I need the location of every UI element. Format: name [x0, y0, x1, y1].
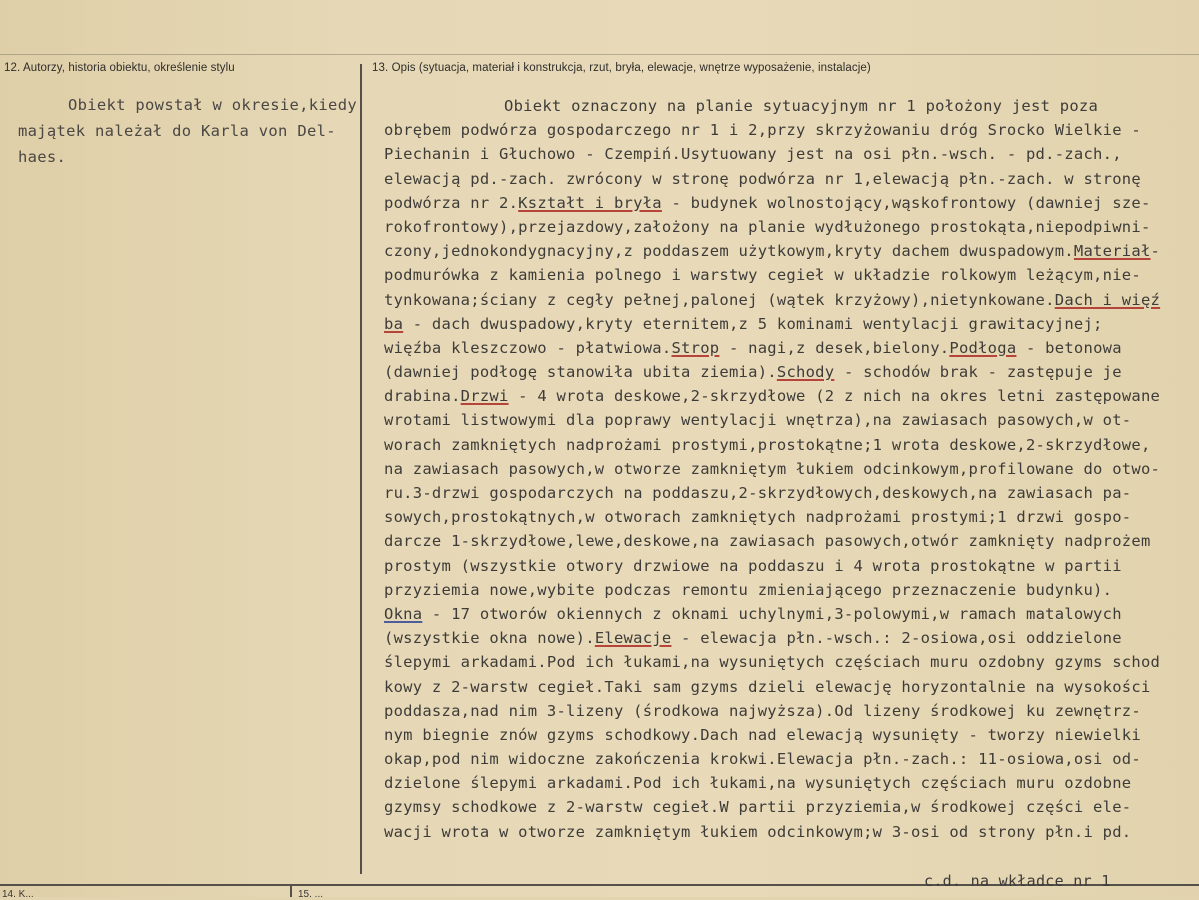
description-text-run: - nagi,z desek,bielony.	[719, 338, 950, 357]
description-text-run: elewacją pd.-zach. zwrócony w stronę podwórza nr 1,elewacją płn.-zach. w stronę	[384, 169, 1141, 188]
description-text-run: na zawiasach pasowych,w otworze zamkniętym łukiem odcinkowym,profilowane do otwo-	[384, 459, 1161, 478]
description-text-run: podwórza nr 2.	[384, 193, 519, 212]
description-text-run: - schodów brak - zastępuje je	[834, 363, 1122, 382]
right-section-header: 13. Opis (sytuacja, materiał i konstrukcja, rzut, bryła, elewacje, wnętrze wyposażenie, instalacje)	[372, 62, 871, 74]
underlined-heading: Schody	[776, 363, 835, 382]
description-text-run: przyziemia nowe,wybite podczas remontu zmieniającego przeznaczenie budynku).	[384, 580, 1113, 599]
description-text-run: Piechanin i Głuchowo - Czempiń.Usytuowany jest na osi płn.-wsch. - pd.-zach.,	[384, 145, 1122, 164]
continuation-note: c.d. na wkładce nr 1	[924, 872, 1111, 890]
description-text	[384, 94, 1199, 844]
description-line	[384, 481, 1199, 505]
description-text-run: dzielone ślepymi arkadami.Pod ich łukami,na wysuniętych częściach muru ozdobne	[384, 774, 1132, 793]
description-line	[384, 505, 1199, 529]
description-text-run: - dach dwuspadowy,kryty eternitem,z 5 kominami wentylacji grawitacyjnej;	[403, 314, 1103, 333]
description-text-run: gzymsy schodkowe z 2-warstw cegieł.W partii przyziemia,w środkowej części ele-	[384, 798, 1132, 817]
footer-divider	[290, 886, 292, 897]
description-line	[384, 626, 1199, 650]
description-line	[384, 239, 1199, 263]
description-line	[384, 408, 1199, 432]
underlined-heading: Drzwi	[460, 387, 509, 406]
description-text-run: darcze 1-skrzydłowe,lewe,deskowe,na zawiasach pasowych,otwór zamknięty nadprożem	[384, 532, 1151, 551]
description-line	[384, 747, 1199, 771]
underlined-heading: Materiał	[1073, 242, 1151, 261]
underlined-heading: Strop	[671, 338, 720, 357]
description-line	[384, 602, 1199, 626]
description-text-run: - betonowa	[1016, 338, 1122, 357]
description-text-run: podmurówka z kamienia polnego i warstwy cegieł w układzie rolkowym leżącym,nie-	[384, 266, 1141, 285]
description-line	[384, 94, 1199, 118]
description-line	[384, 699, 1199, 723]
description-text-run: poddasza,nad nim 3-lizeny (środkowa najwyższa).Od lizeny środkowej ku zewnętrz-	[384, 701, 1141, 720]
underlined-heading: Okna	[384, 604, 423, 623]
description-line	[384, 457, 1199, 481]
history-line: haes.	[18, 148, 67, 166]
underlined-heading: ba	[384, 314, 404, 333]
description-text-run: okap,pod nim widoczne zakończenia krokwi.Elewacja płn.-zach.: 11-osiowa,osi od-	[384, 750, 1141, 769]
description-line	[384, 723, 1199, 747]
description-line	[384, 820, 1199, 844]
description-line	[384, 529, 1199, 553]
description-line	[384, 554, 1199, 578]
description-text-run: ślepymi arkadami.Pod ich łukami,na wysuniętych częściach muru ozdobny gzyms schod	[384, 653, 1161, 672]
description-line	[384, 578, 1199, 602]
description-line	[384, 142, 1199, 166]
description-text-run: sowych,prostokątnych,w otworach zamkniętych nadprożami prostymi;1 drzwi gospo-	[384, 508, 1132, 527]
description-text-run: Obiekt oznaczony na planie sytuacyjnym nr 1 położony jest poza	[504, 97, 1099, 115]
description-text-run: drabina.	[384, 387, 461, 406]
history-line: Obiekt powstał w okresie,kiedy	[68, 96, 357, 114]
underlined-heading: Dach i więź	[1054, 290, 1161, 309]
description-line	[384, 771, 1199, 795]
description-line	[384, 215, 1199, 239]
description-text-run: - 4 wrota deskowe,2-skrzydłowe (2 z nich na okres letni zastępowane	[508, 387, 1161, 406]
top-rule	[0, 54, 1199, 55]
description-text-run: czony,jednokondygnacyjny,z poddaszem użytkowym,kryty dachem dwuspadowym.	[384, 242, 1074, 261]
description-text-run: rokofrontowy),przejazdowy,założony na planie wydłużonego prostokąta,niepodpiwni-	[384, 217, 1151, 236]
description-text-run: worach zamkniętych nadprożami prostymi,prostokątne;1 wrota deskowe,2-skrzydłowe,	[384, 435, 1151, 454]
description-text-run: kowy z 2-warstw cegieł.Taki sam gzyms dzieli elewację horyzontalnie na wysokości	[384, 677, 1151, 696]
column-divider	[360, 64, 362, 874]
description-line	[384, 433, 1199, 457]
description-text-run: - elewacja płn.-wsch.: 2-osiowa,osi oddzielone	[671, 629, 1122, 648]
description-text-run: (dawniej podłogę stanowiła ubita ziemia).	[384, 363, 777, 382]
underlined-heading: Podłoga	[949, 338, 1017, 357]
description-line	[384, 384, 1199, 408]
description-line	[384, 263, 1199, 287]
history-text	[18, 92, 363, 170]
description-line	[384, 191, 1199, 215]
description-text-run: (wszystkie okna nowe).	[384, 629, 595, 648]
description-line	[384, 360, 1199, 384]
description-line	[384, 650, 1199, 674]
description-line	[384, 336, 1199, 360]
description-text-run: prostym (wszystkie otwory drzwiowe na poddaszu i 4 wrota prostokątne w partii	[384, 556, 1122, 575]
description-text-run: więźba kleszczowo - płatwiowa.	[384, 338, 672, 357]
description-line	[384, 675, 1199, 699]
description-line	[384, 118, 1199, 142]
description-text-run: wacji wrota w otworze zamkniętym łukiem odcinkowym;w 3-osi od strony płn.i pd.	[384, 822, 1132, 841]
description-line	[384, 312, 1199, 336]
underlined-heading: Kształt i bryła	[518, 193, 662, 212]
underlined-heading: Elewacje	[594, 629, 672, 648]
footer-left-label: 14. K...	[2, 889, 34, 900]
description-text-run: wrotami listwowymi dla poprawy wentylacji wnętrza),na zawiasach pasowych,w ot-	[384, 411, 1132, 430]
description-line	[384, 288, 1199, 312]
footer-right-label: 15. ...	[298, 889, 324, 900]
description-line	[384, 795, 1199, 819]
description-text-run: nym biegnie znów gzyms schodkowy.Dach nad elewacją wysunięty - tworzy niewielki	[384, 725, 1141, 744]
description-line	[384, 167, 1199, 191]
history-line: majątek należał do Karla von Del-	[18, 122, 336, 140]
left-section-header: 12. Autorzy, historia obiektu, określenie stylu	[4, 62, 235, 74]
description-text-run: ru.3-drzwi gospodarczych na poddaszu,2-skrzydłowych,deskowych,na zawiasach pa-	[384, 484, 1132, 502]
description-text-run: - 17 otworów okiennych z oknami uchylnymi,3-polowymi,w ramach matalowych	[422, 604, 1122, 623]
description-text-run: - budynek wolnostojący,wąskofrontowy (dawniej sze-	[661, 193, 1151, 212]
description-text-run: -	[1150, 242, 1161, 261]
description-text-run: obrębem podwórza gospodarczego nr 1 i 2,przy skrzyżowaniu dróg Srocko Wielkie -	[384, 121, 1141, 140]
description-text-run: tynkowana;ściany z cegły pełnej,palonej (wątek krzyżowy),nietynkowane.	[384, 290, 1055, 309]
